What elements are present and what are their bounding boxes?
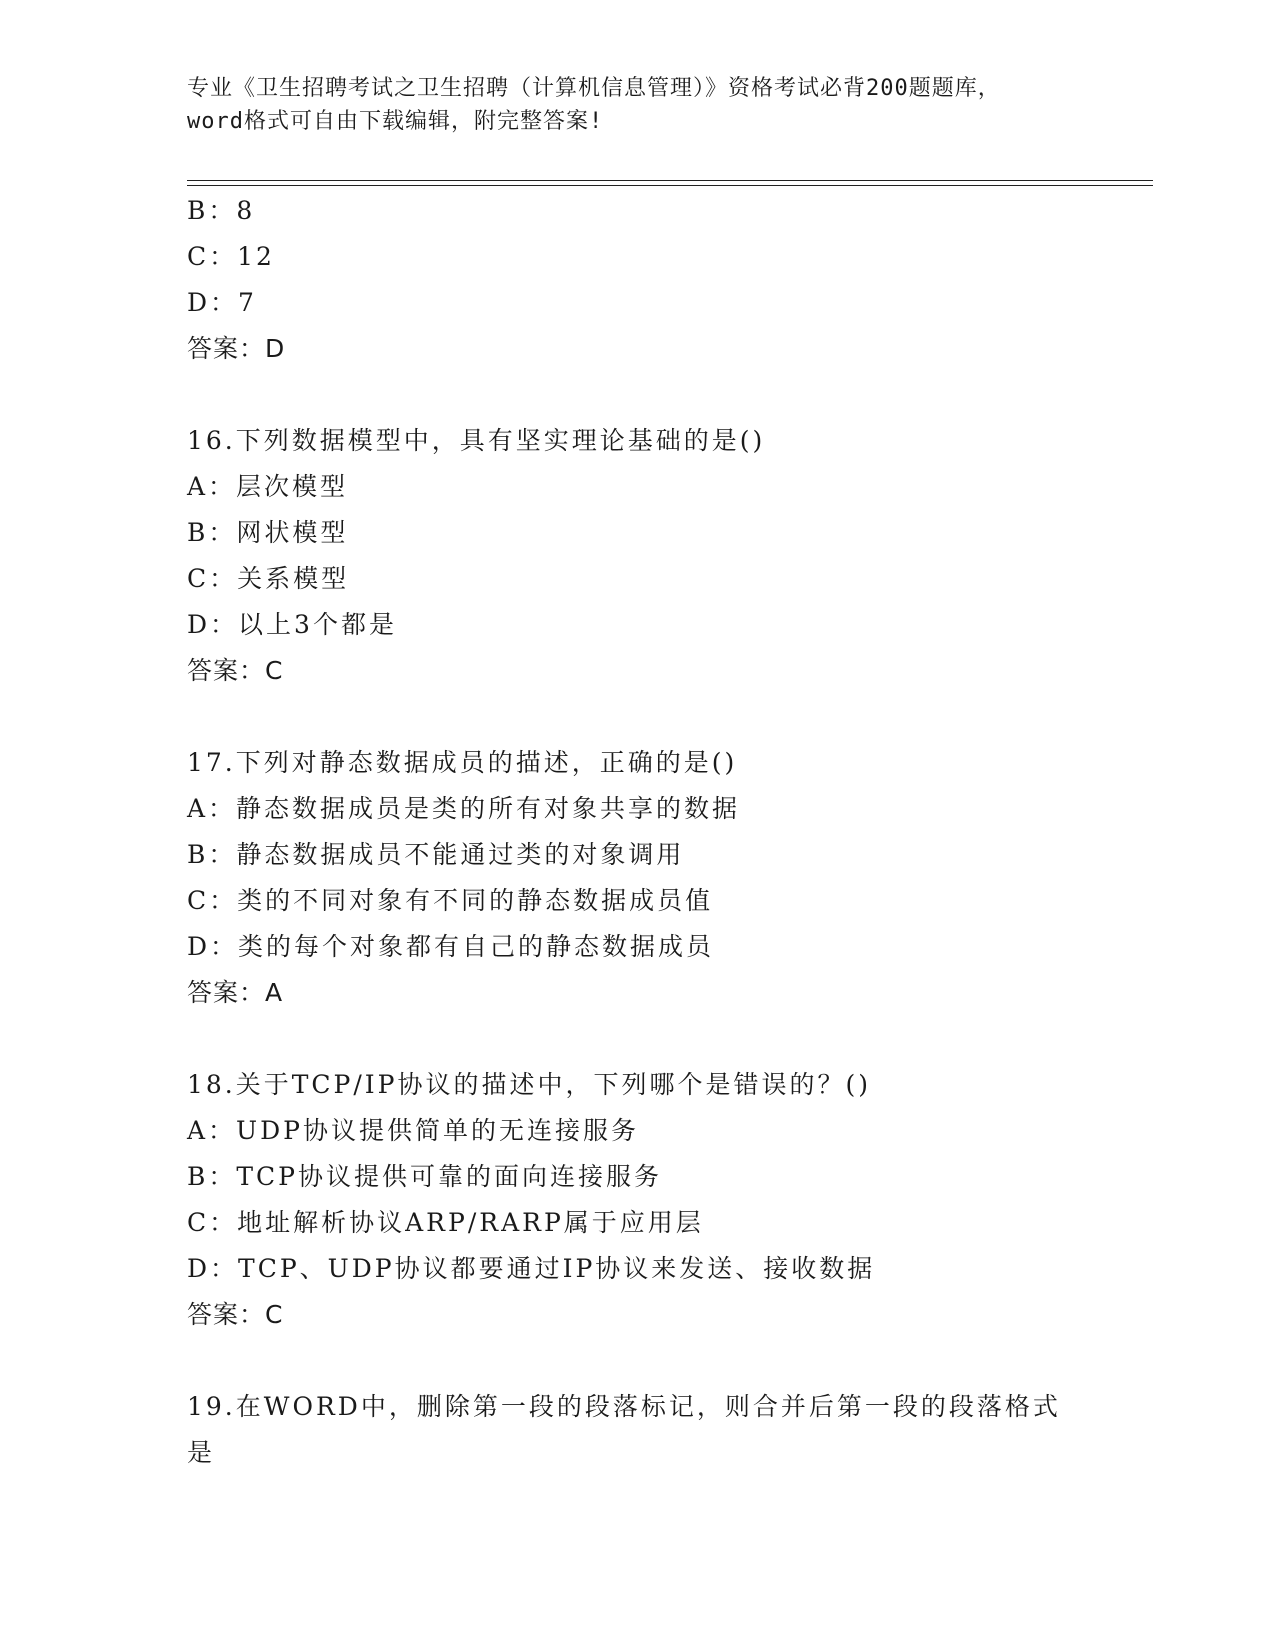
question-text-line-1: 19.在WORD中，删除第一段的段落标记，则合并后第一段的段落格式 <box>187 1392 1061 1421</box>
option-a: A：层次模型 <box>187 472 349 501</box>
question-text: 18.关于TCP/IP协议的描述中，下列哪个是错误的？() <box>187 1070 872 1099</box>
option-d: D：类的每个对象都有自己的静态数据成员 <box>187 932 715 961</box>
option-b: B：静态数据成员不能通过类的对象调用 <box>187 840 685 869</box>
option-a: A：静态数据成员是类的所有对象共享的数据 <box>187 794 741 823</box>
question-17 <box>187 740 1087 1016</box>
option-d: D：以上3个都是 <box>187 610 397 639</box>
option-c: C：12 <box>187 242 275 271</box>
question-18 <box>187 1062 1087 1338</box>
question-text-line-2: 是 <box>187 1438 216 1467</box>
answer-label: 答案：D <box>187 334 286 363</box>
option-b: B：网状模型 <box>187 518 349 547</box>
question-list <box>187 188 1087 1476</box>
header-title-line-2: word格式可自由下载编辑，附完整答案! <box>187 109 604 134</box>
question-16 <box>187 418 1087 694</box>
option-c: C：类的不同对象有不同的静态数据成员值 <box>187 886 714 915</box>
option-c: C：关系模型 <box>187 564 350 593</box>
option-a: A：UDP协议提供简单的无连接服务 <box>187 1116 639 1145</box>
option-d: D：TCP、UDP协议都要通过IP协议来发送、接收数据 <box>187 1254 876 1283</box>
question-19 <box>187 1384 1087 1476</box>
header-title-line-1: 专业《卫生招聘考试之卫生招聘（计算机信息管理）》资格考试必背200题题库， <box>187 76 1001 101</box>
option-b: B：8 <box>187 196 256 225</box>
answer-label: 答案：C <box>187 656 284 685</box>
header-divider-top <box>187 180 1153 181</box>
option-c: C：地址解析协议ARP/RARP属于应用层 <box>187 1208 704 1237</box>
question-text: 17.下列对静态数据成员的描述，正确的是() <box>187 748 738 777</box>
answer-label: 答案：A <box>187 978 284 1007</box>
question-15-continued <box>187 188 1087 372</box>
answer-label: 答案：C <box>187 1300 284 1329</box>
option-d: D：7 <box>187 288 257 317</box>
option-b: B：TCP协议提供可靠的面向连接服务 <box>187 1162 662 1191</box>
question-text: 16.下列数据模型中，具有坚实理论基础的是() <box>187 426 766 455</box>
header-divider-bottom <box>187 185 1153 186</box>
document-header <box>187 72 1087 138</box>
